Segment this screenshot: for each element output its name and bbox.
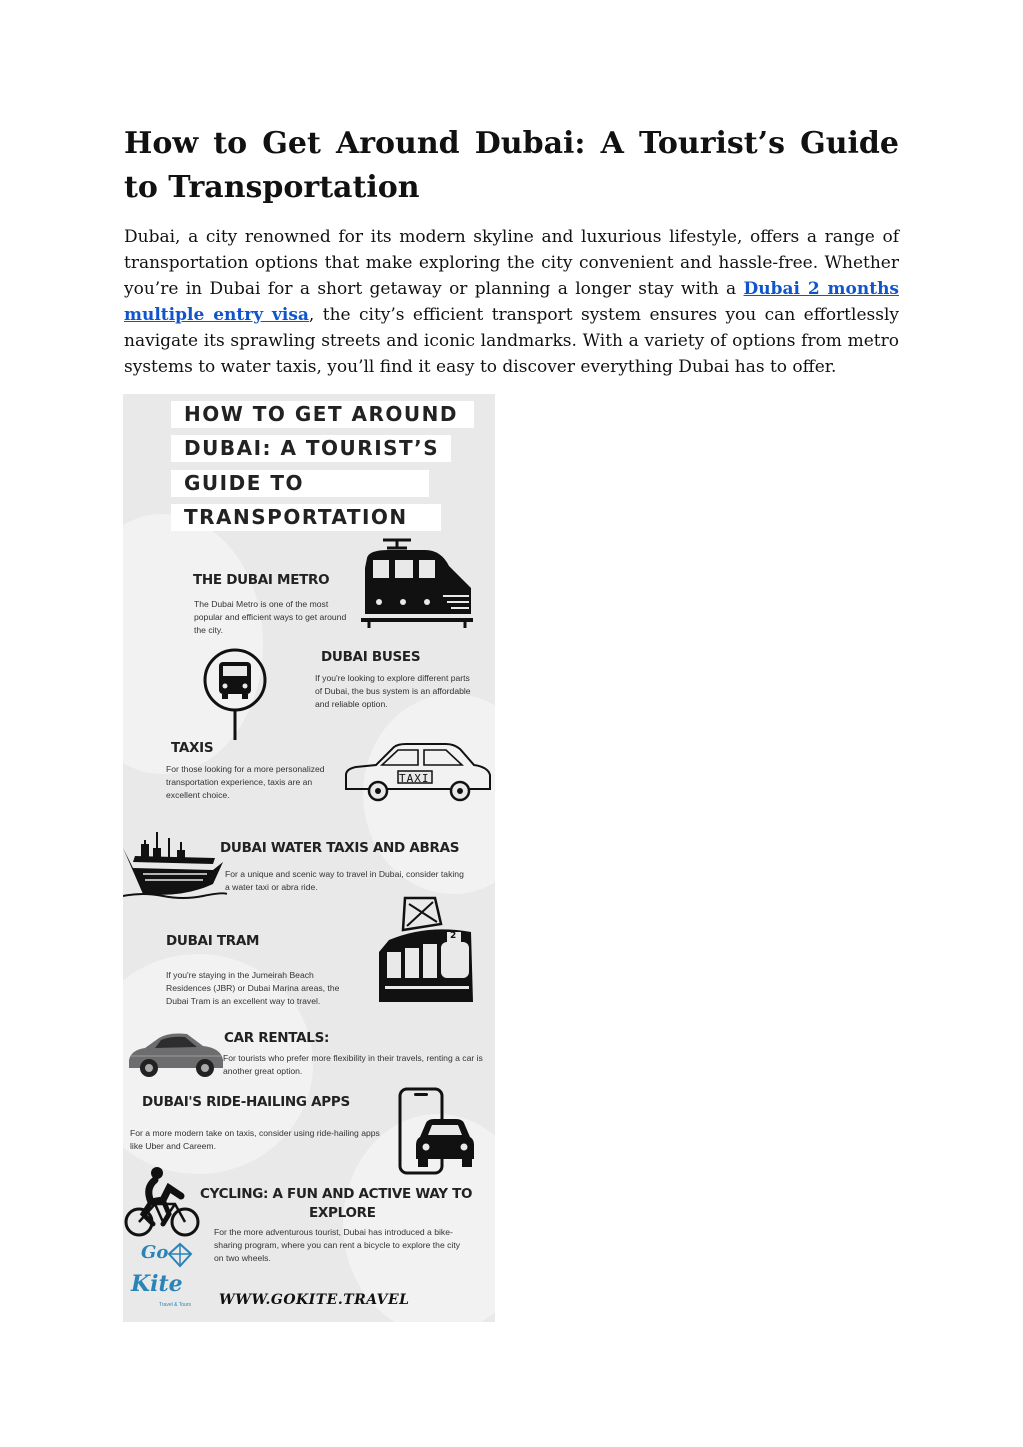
cycling-heading-line-2: EXPLORE: [309, 1205, 376, 1221]
ride-text: For a more modern take on taxis, consider using ride-hailing apps like Uber and Careem.: [130, 1128, 380, 1151]
tram-icon: [375, 894, 479, 1008]
intro-text-after: , the city’s efficient transport system ensures you can effortlessly navigate its sprawling streets and iconic landmarks. With a variety of options from metro systems to water taxis, you’ll find it easy to discover everything Dubai has to offer.: [124, 305, 899, 377]
water-heading: DUBAI WATER TAXIS AND ABRAS: [220, 840, 460, 856]
taxis-text: For those looking for a more personalized transportation experience, taxis are an excellent choice.: [166, 764, 325, 800]
taxis-heading: TAXIS: [171, 740, 214, 756]
tram-text: If you're staying in the Jumeirah Beach Residences (JBR) or Dubai Marina areas, the Dubai Tram is an excellent way to travel.: [166, 970, 340, 1006]
cycling-text: For the more adventurous tourist, Dubai has introduced a bike-sharing program, where you can rent a bicycle to explore the city on two wheels.: [214, 1227, 461, 1263]
logo-line-1: Go: [141, 1242, 169, 1263]
car-text: For tourists who prefer more flexibility in their travels, renting a car is another great option.: [223, 1053, 483, 1076]
visa-link[interactable]: Dubai 2 months multiple entry visa: [124, 279, 899, 325]
infographic-title-line-2: DUBAI: A TOURIST’S: [171, 435, 451, 462]
phone-car-icon: [398, 1087, 478, 1177]
cycling-heading-line-1: CYCLING: A FUN AND ACTIVE WAY TO: [200, 1186, 473, 1202]
ride-heading: DUBAI'S RIDE-HAILING APPS: [142, 1094, 350, 1110]
infographic-title-line-4: TRANSPORTATION: [171, 504, 441, 531]
ship-icon: [123, 828, 227, 900]
taxi-sign: TAXI: [399, 772, 430, 785]
metro-heading: THE DUBAI METRO: [193, 572, 330, 588]
kite-logo-icon: [167, 1242, 193, 1268]
train-icon: [359, 538, 475, 630]
cyclist-icon: [123, 1166, 201, 1238]
logo-tagline: Travel & Tours: [159, 1302, 191, 1308]
tram-number: 2: [450, 931, 457, 941]
intro-paragraph: [124, 224, 899, 380]
infographic-title-line-3: GUIDE TO: [171, 470, 429, 497]
intro-text-before: Dubai, a city renowned for its modern skyline and luxurious lifestyle, offers a range of transportation options that make exploring the city convenient and hassle-free. Whether you’re in Dubai for a short getaway or planning a longer stay with a: [124, 227, 899, 299]
logo-line-2: Kite: [131, 1271, 183, 1297]
infographic: [123, 394, 495, 1322]
car-heading: CAR RENTALS:: [224, 1030, 330, 1046]
tram-heading: DUBAI TRAM: [166, 933, 260, 949]
bus-stop-icon: [202, 646, 270, 742]
buses-text: If you're looking to explore different parts of Dubai, the bus system is an affordable and reliable option.: [315, 673, 471, 709]
infographic-title-line-1: HOW TO GET AROUND: [171, 401, 474, 428]
car-icon: [127, 1030, 225, 1078]
buses-heading: DUBAI BUSES: [321, 649, 421, 665]
website-url: WWW.GOKITE.TRAVEL: [219, 1292, 410, 1308]
metro-text: The Dubai Metro is one of the most popular and efficient ways to get around the city.: [194, 599, 347, 635]
water-text: For a unique and scenic way to travel in Dubai, consider taking a water taxi or abra ride.: [225, 869, 464, 892]
page-title: How to Get Around Dubai: A Tourist’s Guide to Transportation: [124, 126, 899, 205]
